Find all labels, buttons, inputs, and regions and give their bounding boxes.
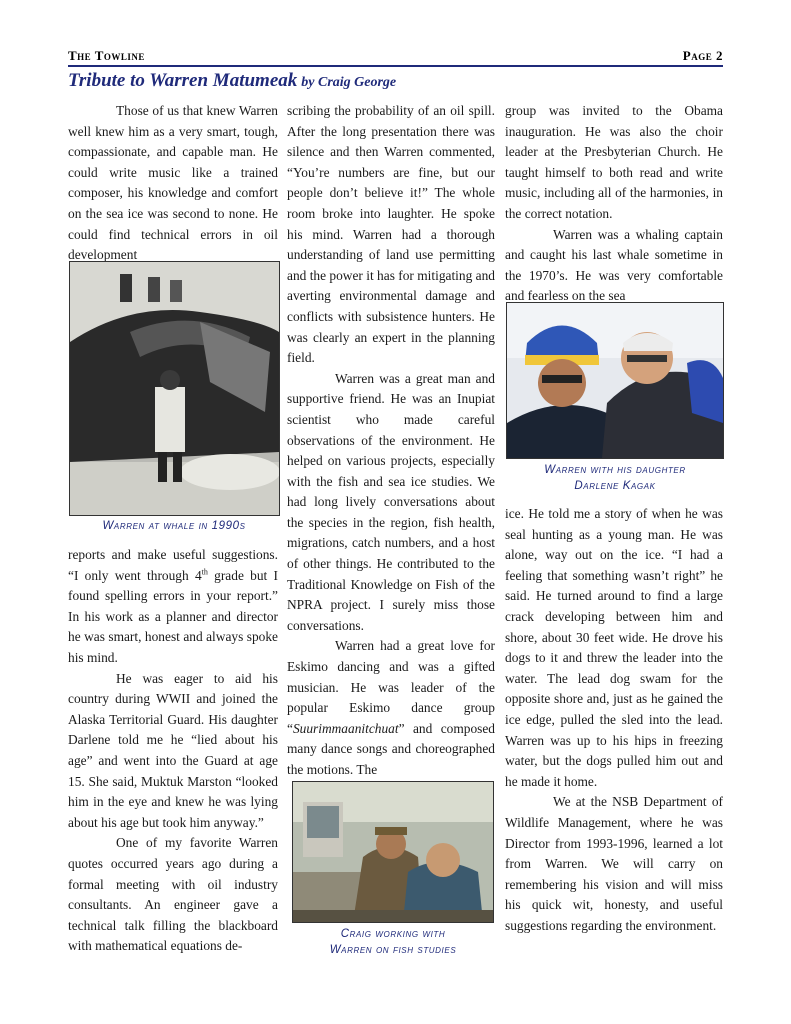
column-3-top [505,101,723,307]
daughter-photo [506,302,724,459]
column-1-top [68,101,278,266]
whale-photo [69,261,280,516]
column-1-bottom [68,545,278,957]
dance-group-name: Suurimmaanitchuat [292,720,399,736]
paragraph: scribing the probability of an oil spill. After the long presentation there was silence and then Warren commented, “You’re numbers are fine, but our people don’t believe it!” The whole room broke into laughter. He spoke his mind. Warren had a thorough understanding of land use permitting and the power it has for mitigating and averting environmental damage and conflicts with subsistence hunters. He was clearly an expert in the planning field. [287,103,495,366]
paragraph: Warren was a whaling captain and caught his last whale sometime in the 1970’s. He was very comfortable and fearless on the sea [505,226,723,304]
caption-line: Craig working with [340,928,446,940]
whale-photo-image [70,262,279,515]
ordinal-suffix: th [201,567,208,577]
newsletter-name: The Towline [68,48,145,63]
paragraph-text: ” and composed many dance songs and choreographed the motions. The [287,720,495,777]
craig-photo [292,781,494,923]
column-3-bottom [505,504,723,936]
page-number: Page 2 [682,48,723,63]
paragraph: He was eager to aid his country during WWII and joined the Alaska Territorial Guard. His daughter Darlene told me he “lied about his age” and went into the Guard at age 15. She said, Muktuk Marston “looked him in the eye and knew he was lying about his age but took him anyway.” [68,670,278,830]
caption-line: Warren on fish studies [329,944,457,956]
caption-line: Warren with his daughter [544,464,686,476]
article-byline: by Craig George [301,75,397,90]
daughter-photo-image [507,303,723,458]
paragraph: ice. He told me a story of when he was seal hunting as a young man. He was alone, way out on the ice. “I had a feeling that something wasn’t right” he said. He turned around to find a large crack developing between him and shore, about 30 feet wide. He drove his dogs to it and threw the leader into the water. The lead dog swam for the opposite shore and, just as he gained the ice edge, pulled the sled into the lead. Warren was up to his hips in freezing water, but the dogs pulled him out and he made it home. [505,506,723,789]
column-2-top [287,101,495,781]
header-rule [68,65,723,67]
paragraph-text: reports and make useful suggestions. “I only went through 4 [68,547,278,583]
paragraph: Warren was a great man and supportive friend. He was an Inupiat scientist who made careful observations of the environment. He helped on various projects, especially with the fish and sea ice studies. We had long lively conversations about the species in the region, fish health, migrations, catch numbers, and a host of other things. He contributed to the Traditional Knowledge on Fish of the NPRA project. I surely miss those conversations. [287,370,495,633]
article-title: Tribute to Warren Matumeak [68,70,298,91]
paragraph-text: grade but I found spelling errors in your report.” In his work as a planner and director he was smart, honest and always spoke his mind. [68,567,278,665]
paragraph-text: Warren had a great love for Eskimo dancing and was a gifted musician. He was leader of the popular Eskimo dance group “ [287,638,495,736]
article-title-block [68,70,728,92]
paragraph: Those of us that knew Warren well knew him as a very smart, tough, compassionate, and capable man. He could write music like a trained composer, his knowledge and comfort on the sea ice was second to none. He could find technical errors in oil development [68,103,278,263]
page-header [68,45,723,65]
paragraph [287,636,495,780]
craig-photo-image [293,782,493,922]
paragraph: We at the NSB Department of Wildlife Management, where he was Director from 1993-1996, learned a lot from Warren. We will carry on remembering his vision and will miss his quick wit, honesty, and useful suggestions regarding the environment. [505,794,723,933]
craig-photo-caption [288,926,498,958]
paragraph [68,545,278,669]
caption-line: Darlene Kagak [574,480,656,492]
daughter-photo-caption [505,462,725,494]
paragraph: One of my favorite Warren quotes occurred years ago during a formal meeting with oil industry consultants. An engineer gave a technical talk filling the blackboard with mathematical equations de- [68,835,278,954]
paragraph: group was invited to the Obama inauguration. He was also the choir leader at the Presbyterian Church. He taught himself to both read and write music, including all of the harmonies, in the correct notation. [505,103,723,221]
whale-photo-caption: Warren at whale in 1990s [102,520,246,532]
